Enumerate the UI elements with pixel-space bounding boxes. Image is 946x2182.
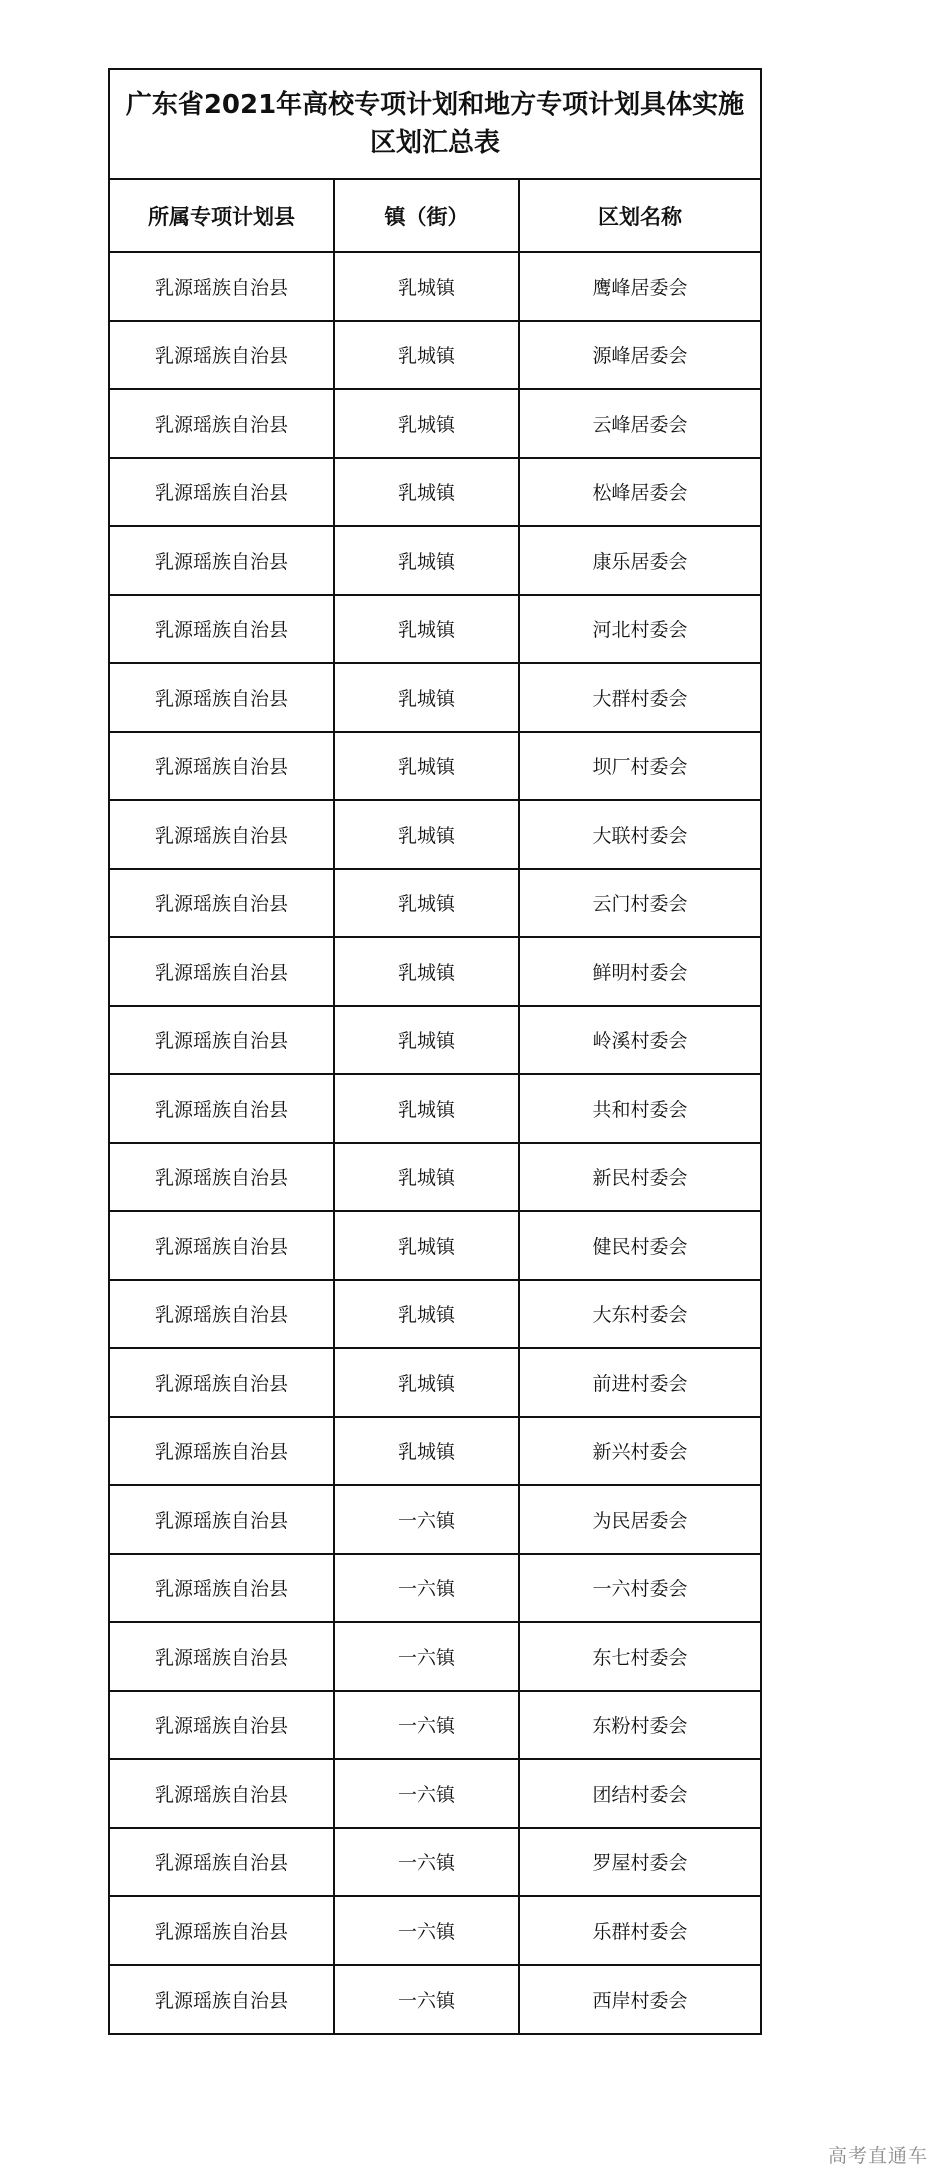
cell-town: 乳城镇 — [334, 252, 519, 321]
table-row — [110, 1143, 760, 1212]
cell-district-name: 鹰峰居委会 — [519, 252, 760, 321]
cell-county: 乳源瑶族自治县 — [110, 1828, 334, 1897]
table-title: 广东省2021年高校专项计划和地方专项计划具体实施区划汇总表 — [110, 70, 760, 180]
cell-town: 一六镇 — [334, 1828, 519, 1897]
summary-table-document — [108, 68, 762, 2035]
cell-county: 乳源瑶族自治县 — [110, 389, 334, 458]
cell-town: 乳城镇 — [334, 458, 519, 527]
cell-district-name: 云峰居委会 — [519, 389, 760, 458]
table-row — [110, 1074, 760, 1143]
cell-county: 乳源瑶族自治县 — [110, 252, 334, 321]
cell-town: 乳城镇 — [334, 869, 519, 938]
cell-district-name: 为民居委会 — [519, 1485, 760, 1554]
cell-county: 乳源瑶族自治县 — [110, 869, 334, 938]
table-row — [110, 321, 760, 390]
header-county: 所属专项计划县 — [110, 180, 334, 252]
table-row — [110, 1828, 760, 1897]
cell-district-name: 一六村委会 — [519, 1554, 760, 1623]
table-row — [110, 1006, 760, 1075]
cell-district-name: 新民村委会 — [519, 1143, 760, 1212]
table-row — [110, 1896, 760, 1965]
district-table — [110, 180, 760, 2033]
cell-town: 乳城镇 — [334, 937, 519, 1006]
table-row — [110, 1691, 760, 1760]
table-row — [110, 252, 760, 321]
cell-town: 乳城镇 — [334, 732, 519, 801]
cell-town: 一六镇 — [334, 1896, 519, 1965]
cell-county: 乳源瑶族自治县 — [110, 1554, 334, 1623]
cell-county: 乳源瑶族自治县 — [110, 595, 334, 664]
cell-district-name: 岭溪村委会 — [519, 1006, 760, 1075]
table-row — [110, 663, 760, 732]
cell-district-name: 健民村委会 — [519, 1211, 760, 1280]
cell-county: 乳源瑶族自治县 — [110, 321, 334, 390]
cell-town: 乳城镇 — [334, 1006, 519, 1075]
header-district-name: 区划名称 — [519, 180, 760, 252]
table-row — [110, 389, 760, 458]
cell-county: 乳源瑶族自治县 — [110, 937, 334, 1006]
cell-district-name: 康乐居委会 — [519, 526, 760, 595]
cell-district-name: 云门村委会 — [519, 869, 760, 938]
cell-town: 一六镇 — [334, 1691, 519, 1760]
table-row — [110, 1485, 760, 1554]
cell-town: 乳城镇 — [334, 321, 519, 390]
cell-county: 乳源瑶族自治县 — [110, 1691, 334, 1760]
cell-district-name: 大联村委会 — [519, 800, 760, 869]
cell-town: 乳城镇 — [334, 1417, 519, 1486]
cell-district-name: 东七村委会 — [519, 1622, 760, 1691]
cell-county: 乳源瑶族自治县 — [110, 1896, 334, 1965]
table-row — [110, 458, 760, 527]
cell-county: 乳源瑶族自治县 — [110, 1348, 334, 1417]
table-row — [110, 937, 760, 1006]
cell-district-name: 团结村委会 — [519, 1759, 760, 1828]
table-row — [110, 800, 760, 869]
cell-town: 乳城镇 — [334, 526, 519, 595]
cell-district-name: 新兴村委会 — [519, 1417, 760, 1486]
cell-town: 一六镇 — [334, 1965, 519, 2034]
cell-county: 乳源瑶族自治县 — [110, 1622, 334, 1691]
table-row — [110, 595, 760, 664]
cell-county: 乳源瑶族自治县 — [110, 1485, 334, 1554]
cell-county: 乳源瑶族自治县 — [110, 1143, 334, 1212]
cell-county: 乳源瑶族自治县 — [110, 1006, 334, 1075]
cell-county: 乳源瑶族自治县 — [110, 1074, 334, 1143]
cell-town: 一六镇 — [334, 1622, 519, 1691]
cell-county: 乳源瑶族自治县 — [110, 800, 334, 869]
watermark-text: 高考直通车 — [827, 2145, 928, 2167]
cell-county: 乳源瑶族自治县 — [110, 458, 334, 527]
cell-district-name: 源峰居委会 — [519, 321, 760, 390]
table-header-row — [110, 180, 760, 252]
cell-town: 乳城镇 — [334, 1074, 519, 1143]
cell-district-name: 西岸村委会 — [592, 1989, 688, 2012]
cell-county: 乳源瑶族自治县 — [110, 1211, 334, 1280]
header-town: 镇（街） — [334, 180, 519, 252]
cell-town: 乳城镇 — [334, 1348, 519, 1417]
table-row — [110, 1759, 760, 1828]
cell-county: 乳源瑶族自治县 — [110, 1280, 334, 1349]
cell-district-name: 东粉村委会 — [519, 1691, 760, 1760]
cell-town: 乳城镇 — [334, 1211, 519, 1280]
table-row — [110, 1554, 760, 1623]
cell-district-name: 前进村委会 — [519, 1348, 760, 1417]
cell-town: 一六镇 — [334, 1759, 519, 1828]
table-body — [110, 252, 760, 2033]
cell-district-name: 松峰居委会 — [519, 458, 760, 527]
table-row — [110, 869, 760, 938]
cell-district-name: 鲜明村委会 — [519, 937, 760, 1006]
cell-town: 乳城镇 — [334, 1280, 519, 1349]
cell-town: 一六镇 — [334, 1485, 519, 1554]
table-row — [110, 1965, 760, 2034]
table-row — [110, 732, 760, 801]
cell-district-name: 共和村委会 — [519, 1074, 760, 1143]
table-row — [110, 1417, 760, 1486]
cell-town: 乳城镇 — [334, 1143, 519, 1212]
cell-district-name: 河北村委会 — [519, 595, 760, 664]
cell-district-name: 大东村委会 — [519, 1280, 760, 1349]
cell-county: 乳源瑶族自治县 — [110, 1417, 334, 1486]
table-row — [110, 1280, 760, 1349]
cell-town: 乳城镇 — [334, 663, 519, 732]
cell-town: 乳城镇 — [334, 800, 519, 869]
cell-county: 乳源瑶族自治县 — [110, 732, 334, 801]
cell-district-name: 坝厂村委会 — [519, 732, 760, 801]
cell-district-name: 罗屋村委会 — [519, 1828, 760, 1897]
table-row — [110, 1622, 760, 1691]
cell-county: 乳源瑶族自治县 — [110, 1759, 334, 1828]
cell-district-name: 乐群村委会 — [519, 1896, 760, 1965]
cell-county: 乳源瑶族自治县 — [110, 1965, 334, 2034]
cell-district-name: 大群村委会 — [519, 663, 760, 732]
table-row — [110, 1211, 760, 1280]
cell-county: 乳源瑶族自治县 — [110, 663, 334, 732]
table-row — [110, 526, 760, 595]
cell-town: 一六镇 — [334, 1554, 519, 1623]
cell-town: 乳城镇 — [334, 389, 519, 458]
table-row — [110, 1348, 760, 1417]
cell-town: 乳城镇 — [334, 595, 519, 664]
cell-county: 乳源瑶族自治县 — [110, 526, 334, 595]
